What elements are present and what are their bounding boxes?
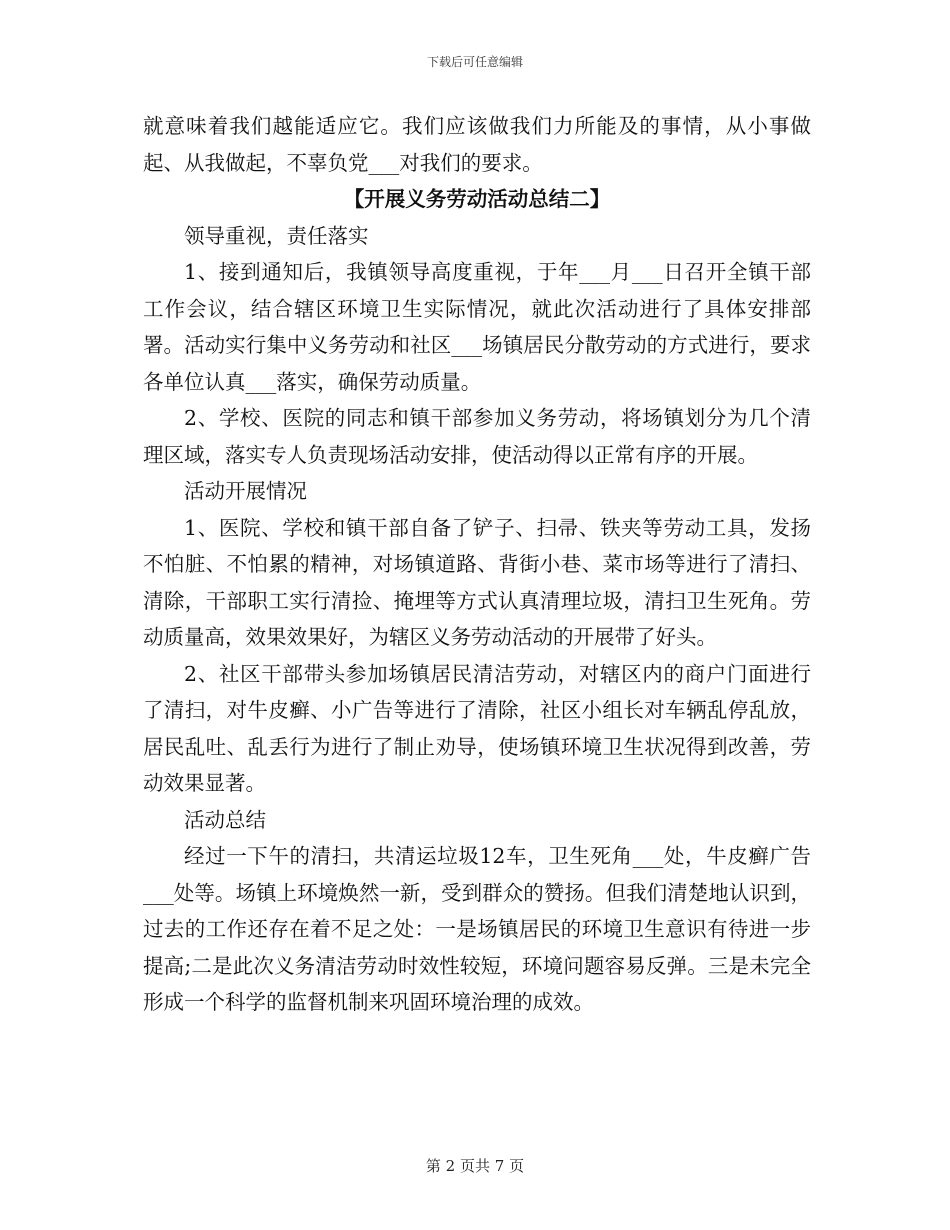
paragraph-leadership-1: 1、接到通知后，我镇领导高度重视，于年___月___日召开全镇干部工作会议，结合辖区环境卫生实际情况，就此次活动进行了具体安排部署。活动实行集中义务劳动和社区___场镇居民分散劳动的方式进行，要求各单位认真___落实，确保劳动质量。 — [143, 260, 811, 394]
paragraph-summary: 经过一下午的清扫，共清运垃圾12车，卫生死角___处，牛皮癣广告___处等。场镇上环境焕然一新，受到群众的赞扬。但我们清楚地认识到，过去的工作还存在着不足之处：一是场镇居民的环境卫生意识有待进一步提高;二是此次义务清洁劳动时效性较短，环境问题容易反弹。三是未完全形成一个科学的监督机制来巩固环境治理的成效。 — [143, 844, 811, 1014]
paragraph-activity-2: 2、社区干部带头参加场镇居民清洁劳动，对辖区内的商户门面进行了清扫，对牛皮癣、小广告等进行了清除，社区小组长对车辆乱停乱放，居民乱吐、乱丢行为进行了制止劝导，使场镇环境卫生状况得到改善，劳动效果显著。 — [143, 661, 811, 795]
document-body — [143, 108, 811, 1021]
paragraph-activity-1: 1、医院、学校和镇干部自备了铲子、扫帚、铁夹等劳动工具，发扬不怕脏、不怕累的精神，对场镇道路、背街小巷、菜市场等进行了清扫、清除，干部职工实行清捡、掩埋等方式认真清理垃圾，清扫卫生死角。劳动质量高，效果效果好，为辖区义务劳动活动的开展带了好头。 — [143, 515, 811, 649]
paragraph-leadership-2: 2、学校、医院的同志和镇干部参加义务劳动，将场镇划分为几个清理区域，落实专人负责现场活动安排，使活动得以正常有序的开展。 — [143, 406, 811, 467]
page-footer: 第 2 页共 7 页 — [425, 1157, 525, 1175]
subheading-summary: 活动总结 — [184, 807, 266, 832]
section-title: 【开展义务劳动活动总结二】 — [343, 187, 611, 211]
subheading-leadership: 领导重视，责任落实 — [184, 223, 369, 248]
subheading-activity: 活动开展情况 — [184, 479, 307, 503]
paragraph-continuation: 就意味着我们越能适应它。我们应该做我们力所能及的事情，从小事做起、从我做起，不辜负党___对我们的要求。 — [143, 114, 811, 175]
page-header: 下载后可任意编辑 — [426, 55, 523, 69]
